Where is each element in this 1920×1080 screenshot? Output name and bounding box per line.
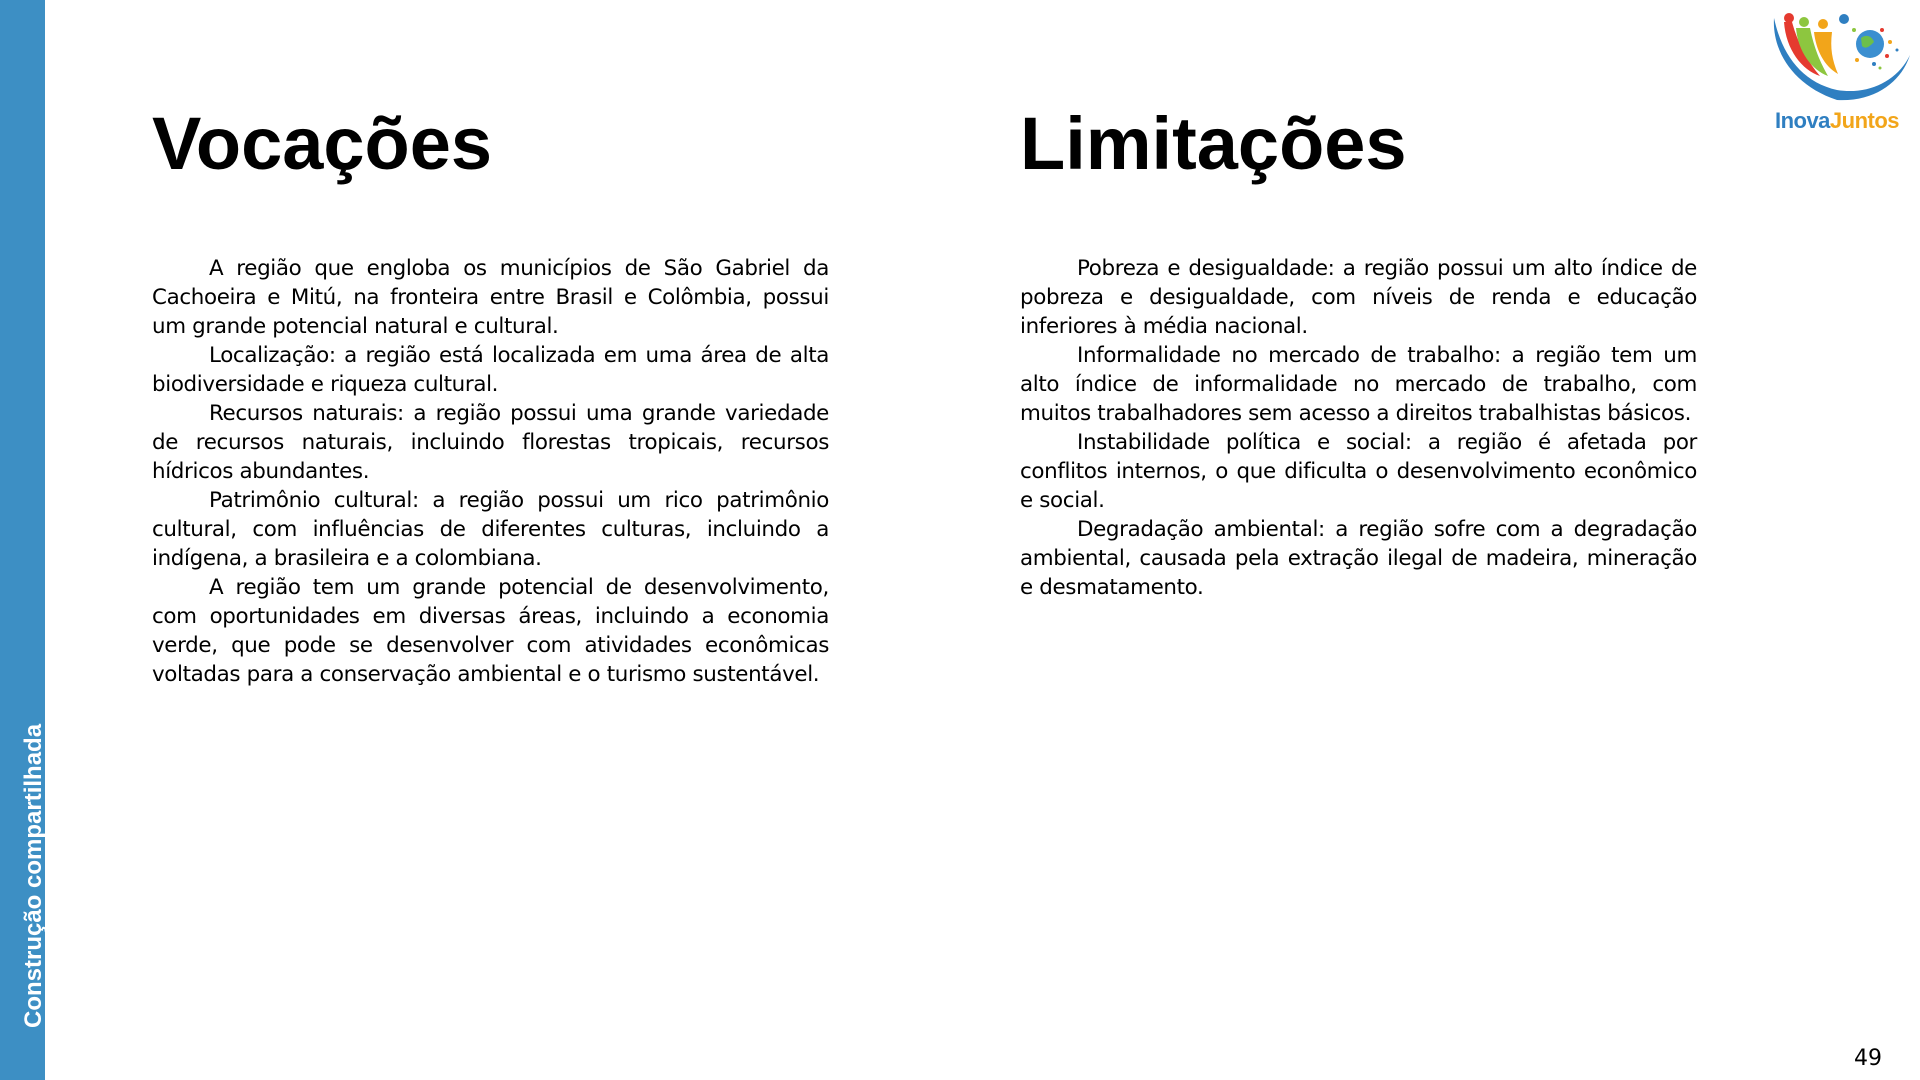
- logo-text-inova: Inova: [1774, 108, 1830, 133]
- paragraph: Recursos naturais: a região possui uma grande variedade de recursos naturais, incluindo florestas tropicais, recursos hídricos abundantes.: [152, 401, 829, 484]
- paragraph: A região que engloba os municípios de São Gabriel da Cachoeira e Mitú, na fronteira entre Brasil e Colômbia, possui um grande potencial natural e cultural.: [152, 256, 829, 339]
- limitacoes-title: Limitações: [1020, 102, 1407, 185]
- paragraph: Degradação ambiental: a região sofre com a degradação ambiental, causada pela extração ilegal de madeira, mineração e desmatamento.: [1020, 517, 1697, 600]
- logo-mark-icon: [1762, 10, 1912, 110]
- paragraph: A região tem um grande potencial de desenvolvimento, com oportunidades em diversas áreas, incluindo a economia verde, que pode se desenvolver com atividades econômicas voltadas para a conservação ambiental e o turismo sustentável.: [152, 575, 829, 687]
- logo-text-juntos: Juntos: [1829, 108, 1900, 133]
- paragraph: Pobreza e desigualdade: a região possui um alto índice de pobreza e desigualdade, com níveis de renda e educação inferiores à média nacional.: [1020, 256, 1697, 339]
- vocacoes-text: [152, 254, 829, 689]
- paragraph: Informalidade no mercado de trabalho: a região tem um alto índice de informalidade no mercado de trabalho, com muitos trabalhadores sem acesso a direitos trabalhistas básicos.: [1020, 343, 1697, 426]
- paragraph: Instabilidade política e social: a região é afetada por conflitos internos, o que dificulta o desenvolvimento econômico e social.: [1020, 430, 1697, 513]
- paragraph: Patrimônio cultural: a região possui um rico patrimônio cultural, com influências de diferentes culturas, incluindo a indígena, a brasileira e a colombiana.: [152, 488, 829, 571]
- page-number: 49: [1854, 1046, 1882, 1071]
- limitacoes-text: [1020, 254, 1697, 602]
- logo-text: [1762, 108, 1912, 134]
- vocacoes-title: Vocações: [152, 102, 493, 185]
- sidebar-label: Construção compartilhada: [20, 723, 47, 1028]
- paragraph: Localização: a região está localizada em uma área de alta biodiversidade e riqueza cultural.: [152, 343, 829, 397]
- inovajuntos-logo: [1762, 10, 1912, 135]
